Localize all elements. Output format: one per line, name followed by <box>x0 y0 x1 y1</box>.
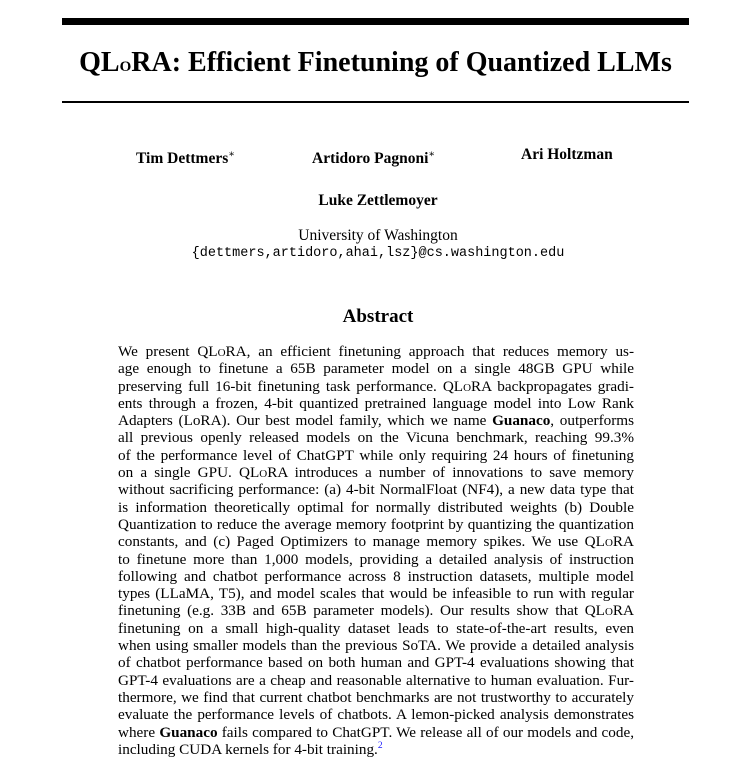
small-caps-text: o <box>604 602 613 620</box>
small-caps-text: o <box>463 377 472 395</box>
author-artidoro-pagnoni: Artidoro Pagnoni∗ <box>312 149 436 168</box>
bold-model-name: Guanaco <box>159 723 218 741</box>
author-ari-holtzman: Ari Holtzman <box>521 146 613 163</box>
abstract-line: when using smaller models than the previous SoTA. We provide a detailed analysis <box>118 637 634 655</box>
small-caps-text: o <box>604 533 613 551</box>
title-bottom-rule <box>62 101 689 103</box>
author-emails: {dettmers,artidoro,ahai,lsz}@cs.washington.edu <box>191 246 565 261</box>
abstract-line: of chatbot performance based on both human and GPT-4 evaluations showing that <box>118 654 634 672</box>
abstract-line: of the performance level of ChatGPT while only requiring 24 hours of finetuning <box>118 446 634 464</box>
abstract-line: without sacrificing performance: (a) 4-bit NormalFloat (NF4), a new data type that <box>118 481 634 499</box>
footnote-link[interactable]: 2 <box>377 740 383 751</box>
abstract-line: constants, and (c) Paged Optimizers to manage memory spikes. We use QLoRA <box>118 533 634 551</box>
abstract-line: We present QLoRA, an efficient finetuning approach that reduces memory us- <box>118 343 634 360</box>
abstract-line: including CUDA kernels for 4-bit training.$^2$ <box>118 740 383 758</box>
small-caps-text: o <box>259 464 268 482</box>
top-rule <box>62 18 689 25</box>
abstract-line: GPT-4 evaluations are a cheap and reasonable alternative to human evaluation. Fur- <box>118 671 634 689</box>
abstract-line: to finetune more than 1,000 models, providing a detailed analysis of instruction <box>118 550 634 568</box>
abstract-line: evaluate the performance levels of chatbots. A lemon-picked analysis demonstrates <box>118 706 634 724</box>
bold-model-name: Guanaco <box>492 412 551 430</box>
abstract-line: finetuning (e.g. 33B and 65B parameter models). Our results show that QLoRA <box>118 602 634 620</box>
abstract-line: types (LLaMA, T5), and model scales that would be infeasible to run with regular <box>118 585 634 603</box>
abstract-line: preserving full 16-bit finetuning task performance. QLoRA backpropagates gradi- <box>118 377 634 395</box>
affiliation: University of Washington <box>298 227 458 244</box>
small-caps-text: o <box>217 343 226 360</box>
author-luke-zettlemoyer: Luke Zettlemoyer <box>318 192 438 209</box>
abstract-line: ents through a frozen, 4-bit quantized pretrained language model into Low Rank <box>118 394 634 412</box>
abstract-line: is information theoretically optimal for normally distributed weights (b) Double <box>118 498 634 516</box>
abstract-line: thermore, we find that current chatbot benchmarks are not trustworthy to accurately <box>118 688 634 706</box>
abstract-line: where Guanaco fails compared to ChatGPT. We release all of our models and code, <box>118 723 634 741</box>
abstract-line: all previous openly released models on the Vicuna benchmark, reaching 99.3% <box>118 429 634 447</box>
abstract-line: following and chatbot performance across 8 instruction datasets, multiple model <box>118 567 634 585</box>
abstract-heading: Abstract <box>342 306 414 327</box>
abstract-line: finetuning on a small high-quality dataset leads to state-of-the-art results, even <box>118 619 634 637</box>
abstract-line: on a single GPU. QLoRA introduces a number of innovations to save memory <box>118 464 635 482</box>
abstract-line: Adapters (LoRA). Our best model family, which we name Guanaco, outperforms <box>118 412 635 430</box>
abstract-line: age enough to finetune a 65B parameter model on a single 48GB GPU while <box>118 360 634 378</box>
abstract-line: Quantization to reduce the average memory footprint by quantizing the quantization <box>118 515 634 533</box>
abstract-body <box>118 343 634 758</box>
author-tim-dettmers: Tim Dettmers∗ <box>136 149 236 168</box>
paper-title: QLoRA: Efficient Finetuning of Quantized LLMs <box>79 47 672 78</box>
